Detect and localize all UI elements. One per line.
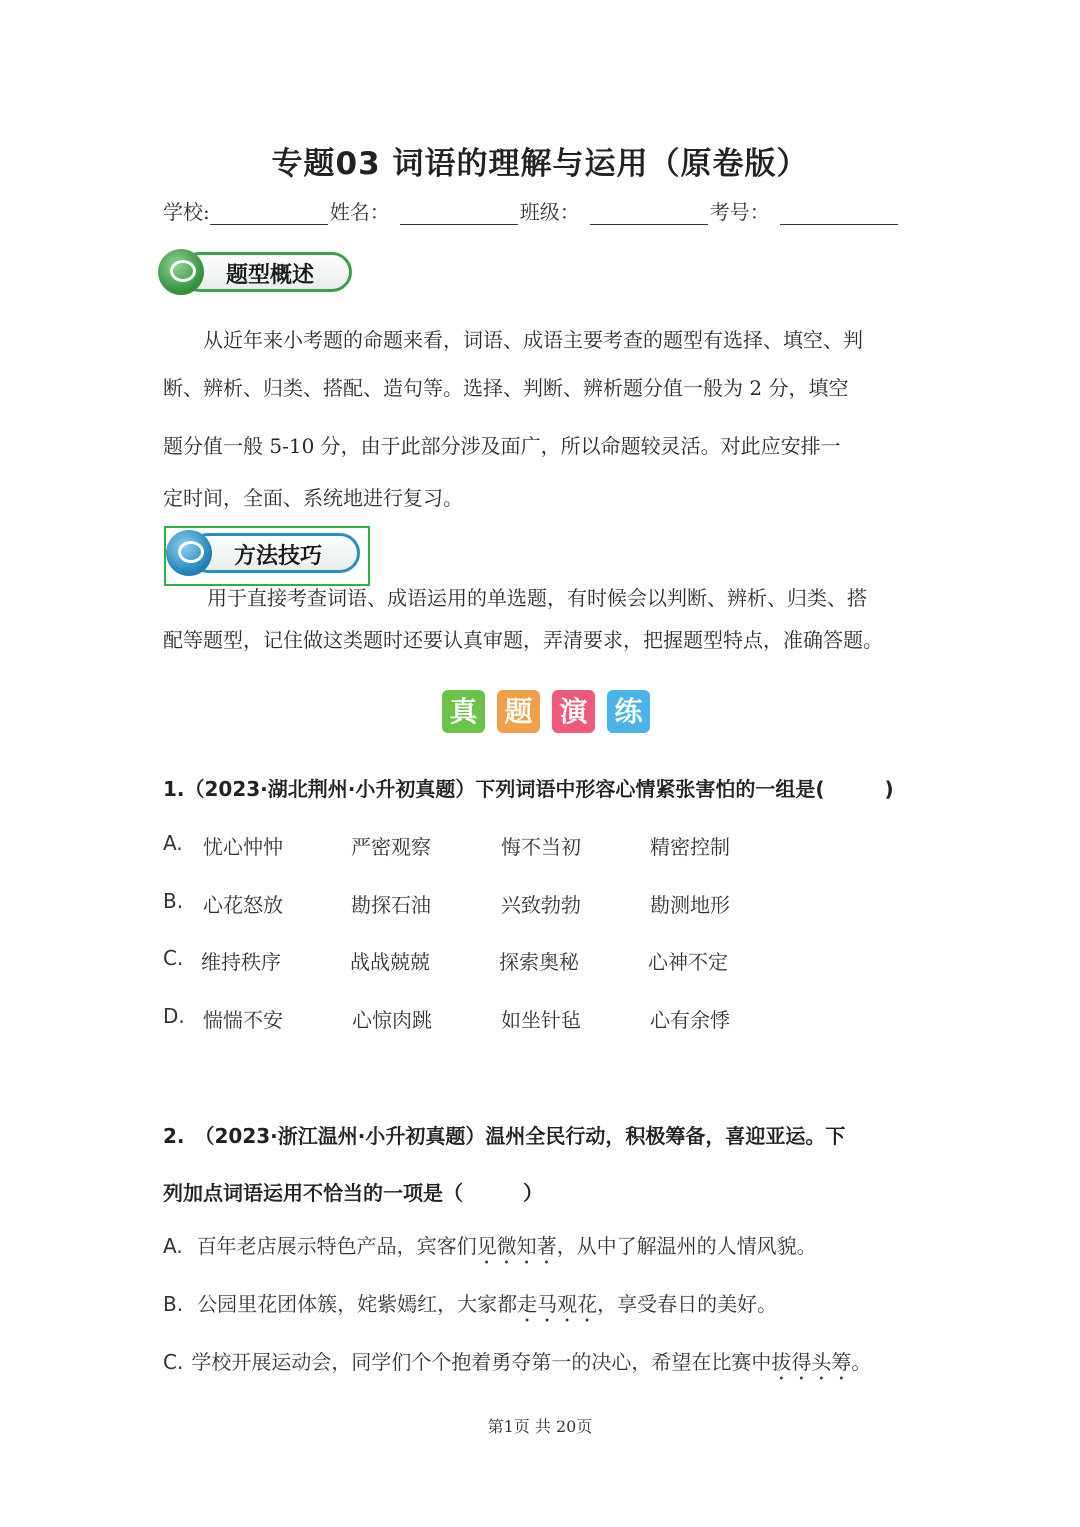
overview-line-1: 从近年来小考题的命题来看，词语、成语主要考查的题型有选择、填空、判	[203, 328, 863, 352]
option-word: 心有余悸	[650, 1008, 730, 1032]
option-word: 忧心忡忡	[203, 835, 283, 859]
option-letter: B.	[163, 889, 184, 913]
q2-option-c	[163, 1346, 871, 1385]
option-letter: C.	[163, 946, 184, 970]
option-text-post: ，享受春日的美好。	[597, 1292, 778, 1316]
q1-option-b	[163, 889, 963, 915]
option-word: 兴致勃勃	[501, 893, 581, 917]
section-banner-overview	[158, 249, 358, 299]
dotted-phrase: 走马观花	[517, 1292, 598, 1316]
q1-option-a	[163, 831, 963, 857]
student-info-row	[163, 196, 900, 225]
school-label: 学校:	[163, 200, 210, 224]
option-text-post: ，从中了解温州的人情风貌。	[556, 1234, 817, 1258]
class-blank	[590, 202, 708, 225]
school-blank	[210, 202, 328, 225]
q2-option-a	[163, 1230, 817, 1269]
option-word: 战战兢兢	[350, 950, 430, 974]
option-letter: A.	[163, 1234, 183, 1258]
q2-option-b	[163, 1288, 777, 1327]
class-label: 班级：	[519, 200, 580, 224]
option-word: 悔不当初	[501, 835, 581, 859]
dotted-phrase: 拔得头筹	[771, 1350, 852, 1374]
tile-ti: 题	[497, 690, 540, 733]
option-text-post: 。	[851, 1350, 872, 1374]
page-title: 专题03 词语的理解与运用（原卷版）	[271, 146, 809, 182]
name-label: 姓名：	[329, 200, 390, 224]
option-word: 心惊肉跳	[352, 1008, 432, 1032]
question-1-stem: 1.（2023·湖北荆州·小升初真题）下列词语中形容心情紧张害怕的一组是( )	[163, 777, 894, 801]
option-word: 心花怒放	[203, 893, 283, 917]
option-text-pre: 学校开展运动会，同学们个个抱着勇夺第一的决心，希望在比赛中	[191, 1350, 772, 1374]
section-banner-method	[166, 530, 366, 580]
question-2-stem-line-2: 列加点词语运用不恰当的一项是（ ）	[163, 1181, 543, 1205]
page-footer: 第1页 共 20页	[487, 1417, 593, 1436]
speech-bubble-icon	[166, 530, 212, 576]
method-line-1: 用于直接考查词语、成语运用的单选题，有时候会以判断、辨析、归类、搭	[207, 586, 867, 610]
exam-no-blank	[780, 202, 898, 225]
option-word: 如坐针毡	[501, 1008, 581, 1032]
option-letter: B.	[163, 1292, 184, 1316]
overview-line-3: 题分值一般 5-10 分，由于此部分涉及面广，所以命题较灵活。对此应安排一	[163, 434, 841, 458]
method-line-2: 配等题型，记住做这类题时还要认真审题，弄清要求，把握题型特点，准确答题。	[163, 628, 883, 652]
section-label: 方法技巧	[234, 544, 323, 569]
name-blank	[400, 202, 518, 225]
section-label: 题型概述	[226, 263, 315, 288]
overview-line-2: 断、辨析、归类、搭配、造句等。选择、判断、辨析题分值一般为 2 分，填空	[163, 376, 849, 400]
option-text-pre: 百年老店展示特色产品，宾客们	[196, 1234, 477, 1258]
practice-tiles	[442, 690, 650, 733]
option-word: 严密观察	[351, 835, 431, 859]
option-letter: D.	[163, 1004, 185, 1028]
option-word: 探索奥秘	[499, 950, 579, 974]
option-word: 惴惴不安	[203, 1008, 283, 1032]
option-word: 勘探石油	[351, 893, 431, 917]
tile-zhen: 真	[442, 690, 485, 733]
question-2-stem-line-1: 2. （2023·浙江温州·小升初真题）温州全民行动，积极筹备，喜迎亚运。下	[163, 1124, 846, 1148]
exam-no-label: 考号：	[709, 200, 770, 224]
option-text-pre: 公园里花团体簇，姹紫嫣红，大家都	[197, 1292, 518, 1316]
dotted-phrase: 见微知著	[476, 1234, 557, 1258]
option-word: 心神不定	[648, 950, 728, 974]
q1-option-c	[163, 946, 963, 972]
q1-option-d	[163, 1004, 963, 1030]
tile-lian: 练	[607, 690, 650, 733]
option-letter: C.	[163, 1350, 184, 1374]
option-word: 精密控制	[650, 835, 730, 859]
tile-yan: 演	[552, 690, 595, 733]
overview-line-4: 定时间，全面、系统地进行复习。	[163, 486, 463, 510]
speech-bubble-icon	[158, 249, 204, 295]
option-letter: A.	[163, 831, 183, 855]
option-word: 维持秩序	[201, 950, 281, 974]
option-word: 勘测地形	[650, 893, 730, 917]
